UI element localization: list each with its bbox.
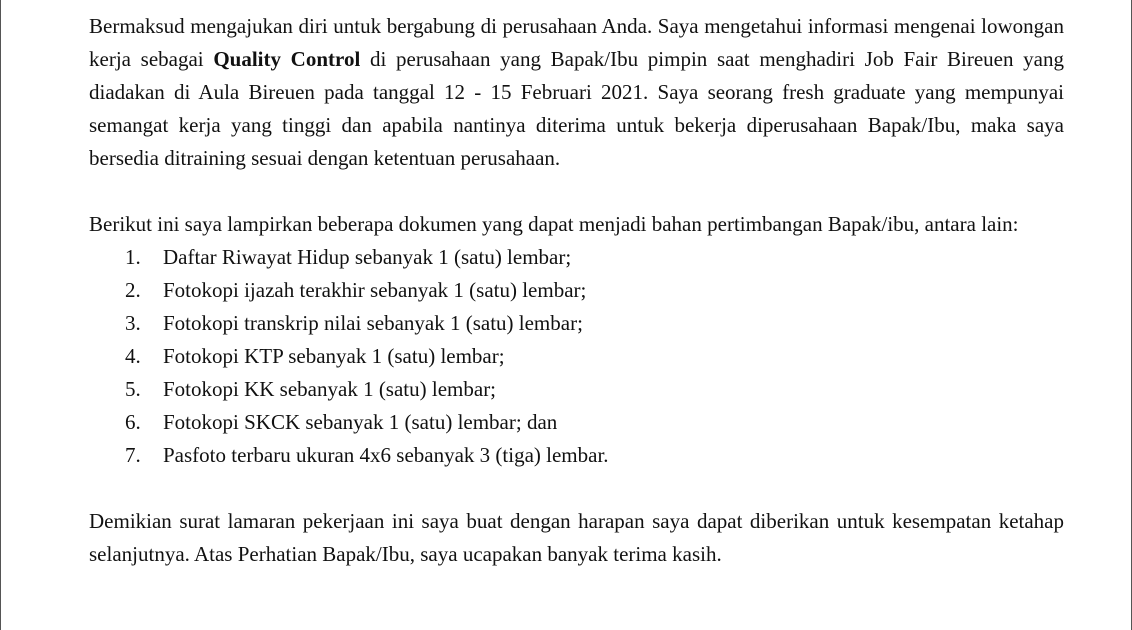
list-item-number: 7. [125, 443, 141, 467]
list-item-number: 2. [125, 278, 141, 302]
intro-text-end: di perusahaan yang Bapak/Ibu pimpin saat menghadiri Job Fair Bireuen yang diadakan di Aula Bireuen pada tanggal 12 - 15 Februari 2021. Saya seorang fresh graduate yang mempunyai semangat kerja yang tinggi dan apabila nantinya diterima untuk bekerja diperusahaan Bapak/Ibu, maka saya bersedia ditraining sesuai dengan ketentuan perusahaan. [89, 47, 1064, 170]
attachments-intro-paragraph: Berikut ini saya lampirkan beberapa dokumen yang dapat menjadi bahan pertimbangan Bapak/ibu, antara lain: [89, 212, 1019, 236]
list-item [89, 241, 1064, 274]
list-item-text: Fotokopi transkrip nilai sebanyak 1 (satu) lembar; [163, 311, 583, 335]
list-item [89, 373, 1064, 406]
list-item [89, 274, 1064, 307]
list-item-number: 4. [125, 344, 141, 368]
job-position: Quality Control [213, 47, 361, 71]
list-item [89, 307, 1064, 340]
list-item-text: Fotokopi KTP sebanyak 1 (satu) lembar; [163, 344, 505, 368]
list-item [89, 439, 1064, 472]
list-item [89, 340, 1064, 373]
list-item-number: 6. [125, 410, 141, 434]
list-item-text: Pasfoto terbaru ukuran 4x6 sebanyak 3 (tiga) lembar. [163, 443, 609, 467]
list-item [89, 406, 1064, 439]
intro-paragraph [89, 10, 1064, 175]
closing-paragraph: Demikian surat lamaran pekerjaan ini saya buat dengan harapan saya dapat diberikan untuk kesempatan ketahap selanjutnya. Atas Perhatian Bapak/Ibu, saya ucapakan banyak terima kasih. [89, 509, 1064, 566]
list-item-text: Fotokopi SKCK sebanyak 1 (satu) lembar; dan [163, 410, 558, 434]
list-item-text: Fotokopi KK sebanyak 1 (satu) lembar; [163, 377, 497, 401]
list-item-text: Fotokopi ijazah terakhir sebanyak 1 (satu) lembar; [163, 278, 587, 302]
list-item-number: 3. [125, 311, 141, 335]
list-item-number: 5. [125, 377, 141, 401]
attachments-list [89, 241, 1064, 472]
letter-body [89, 10, 1064, 571]
intro-text-start: Bermaksud mengajukan diri untuk bergabung di perusahaan Anda. Saya mengetahui informasi mengenai lowongan kerja sebagai [89, 14, 1064, 71]
list-item-number: 1. [125, 245, 141, 269]
list-item-text: Daftar Riwayat Hidup sebanyak 1 (satu) lembar; [163, 245, 572, 269]
